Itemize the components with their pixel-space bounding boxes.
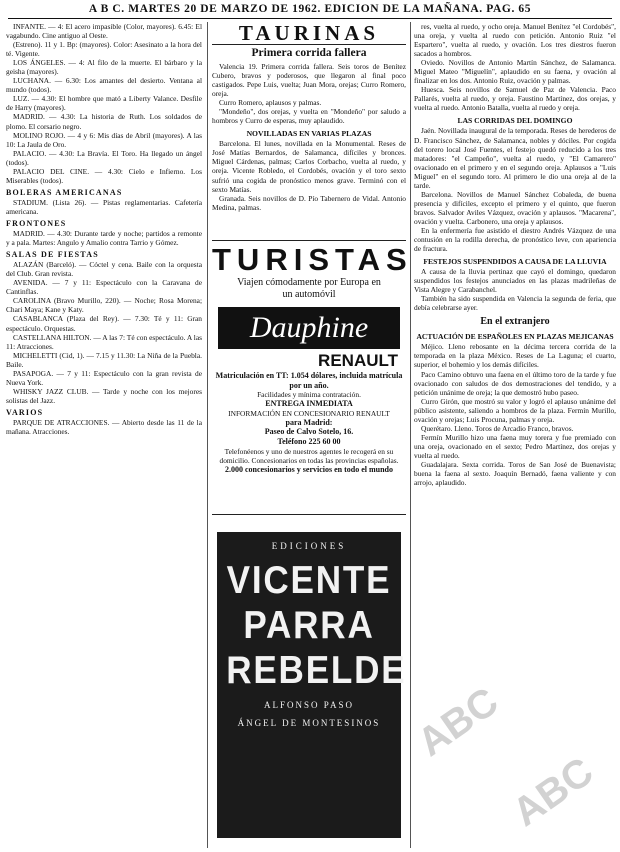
book-author: ALFONSO PASO xyxy=(264,700,354,710)
ad-phone: Teléfono 225 60 00 xyxy=(277,436,341,446)
article-paragraph: A causa de la lluvia pertinaz que cayó el domingo, quedaron suspendidos los festejos anunciados en las plazas madrileñas de Vista Alegre y Carabanchel. xyxy=(414,267,616,295)
article-paragraph: "Mondeño", dos orejas, y vuelta en "Mondeño" por saludo a hombros y Curro de esperas, muy aplaudido. xyxy=(212,107,406,126)
ad-line: ENTREGA INMEDIATA xyxy=(265,399,353,409)
listing-paragraph: STADIUM. (Lista 26). — Pistas reglamentarias. Cafetería americana. xyxy=(6,197,202,216)
article-paragraph: Barcelona. El lunes, novillada en la Monumental. Reses de José Matías Bernardos, de Salamanca, difíciles y bronces. Miguel Cárdenas, palmas; Carlos Corbacho, vuelta al ruedo, y oreja. Vicente Robledo, el Cordobés, ovación y el toro sexto sufrió una cogida de pronóstico menos grave. Terminó con el sexto Matías. xyxy=(212,139,406,194)
ad-line: un automóvil xyxy=(282,289,336,300)
listing-paragraph: CASTELLANA HILTON. — A las 7: Té con espectáculo. A las 11: Atracciones. xyxy=(6,332,202,351)
section-heading: FESTEJOS SUSPENDIDOS A CAUSA DE LA LLUVIA xyxy=(423,257,607,267)
listing-paragraph: (Estreno). 11 y 1. Bp: (mayores). Color: Asesinato a la hora del té. Vigente. xyxy=(6,40,202,59)
listing-paragraph: CASABLANCA (Plaza del Rey). — 7.30: Té y 11: Gran espectáculo. Orquestas. xyxy=(6,314,202,333)
section-title-taurinas: TAURINAS xyxy=(212,22,406,45)
listing-paragraph: PARQUE DE ATRACCIONES. — Abierto desde las 11 de la mañana. Atracciones. xyxy=(6,417,202,437)
section-heading: FRONTONES xyxy=(6,218,67,228)
article-paragraph: Querétaro. Lleno. Toros de Arcadio Franco, bravos. xyxy=(421,423,574,433)
ad-line: INFORMACIÓN EN CONCESIONARIO RENAULT xyxy=(228,408,390,418)
ad-line: Facilidades y mínima contratación. xyxy=(257,390,361,400)
book-title-line: PARRA xyxy=(243,604,375,647)
article-paragraph: Curro Romero, aplausos y palmas. xyxy=(219,98,322,108)
article-paragraph: Curro Girón, que mostró su valor y logró el aplauso unánime del público asistente, saliendo a hombros de la plaza. Fermín Murillo, ovación y orejas; Luis Procuna, palmas y oreja. xyxy=(414,396,616,424)
section-heading: ACTUACIÓN DE ESPAÑOLES EN PLAZAS MEJICANAS xyxy=(416,332,614,342)
book-publisher: ÁNGEL DE MONTESINOS xyxy=(237,718,381,728)
article-paragraph: Barcelona. Novillos de Manuel Sánchez Cobaleda, de buena presencia y difíciles, excepto el primero y el quinto, que fueron bravos. Salvador Aviles Vázquez, ovación y aplausos. "Macarena", ovación y vuelta. Carbonero, una oreja y aplausos. xyxy=(414,189,616,226)
listing-paragraph: CAROLINA (Bravo Murillo, 220). — Noche; Rosa Morena; Chari Maya; Kane y Katy. xyxy=(6,296,202,315)
article-paragraph: Méjico. Lleno rebosante en la décima tercera corrida de la temporada en la plaza México. Reses de La Laguna; el cuarto, superior, el bohemio y los demás difíciles. xyxy=(414,342,616,370)
column-divider xyxy=(207,22,208,848)
article-paragraph: En la enfermería fue asistido el diestro Andrés Vázquez de una contusión en la rodilla derecha, de pronóstico leve, con apariencia de fractura. xyxy=(414,225,616,254)
listing-paragraph: PASAPOGA. — 7 y 11: Espectáculo con la gran revista de Nueva York. xyxy=(6,368,202,387)
section-heading: LAS CORRIDAS DEL DOMINGO xyxy=(457,116,573,126)
book-advertisement xyxy=(217,532,407,838)
book-title-line: VICENTE xyxy=(226,559,392,602)
article-headline: Primera corrida fallera xyxy=(251,47,367,59)
section-heading: SALAS DE FIESTAS xyxy=(6,250,99,260)
listing-paragraph: LUCHANA. — 6.30: Los amantes del desierto. Ventana al mundo (todos). xyxy=(6,76,202,95)
listing-paragraph: AVENIDA. — 7 y 11: Espectáculo con la Caravana de Cantinflas. xyxy=(6,278,202,297)
article-paragraph: Valencia 19. Primera corrida fallera. Seis toros de Benítez Cubero, bravos y poderosos, que llegaron al final poco castigados. Pepe Luis, vuelta; Juan Mora, orejas; Curro Romero, oreja. xyxy=(212,62,406,99)
renault-advertisement xyxy=(212,240,413,515)
section-heading: VARIOS xyxy=(6,407,44,417)
ad-price: Matriculación en TT: 1.054 dólares, incluida matrícula por un año. xyxy=(215,371,403,390)
listing-paragraph: LUZ. — 4.30: El hombre que mató a Liberty Valance. Desfile de Harry (mayores). xyxy=(6,94,202,113)
article-paragraph: Granada. Seis novillos de D. Pío Tabernero de Vidal. Antonio Medina, palmas. xyxy=(212,193,406,212)
listing-paragraph: LOS ÁNGELES. — 4: Al filo de la muerte. El bárbaro y la geisha (mayores). xyxy=(6,58,202,77)
section-heading: NOVILLADAS EN VARIAS PLAZAS xyxy=(246,129,372,139)
article-paragraph: También ha sido suspendida en Valencia la segunda de feria, que debía celebrarse ayer. xyxy=(414,294,616,313)
dauphine-logo: Dauphine xyxy=(218,307,400,349)
book-title-line: REBELDE xyxy=(226,649,407,692)
article-paragraph: Guadalajara. Sexta corrida. Toros de San José de Buenavista; buena la faena al sexto. Joaquín Bernadó, faena valiente y con arrojo, aplaudido. xyxy=(414,459,616,488)
article-paragraph: Jaén. Novillada inaugural de la temporada. Reses de herederos de D. Francisco Sánchez, de Salamanca, nobles y dóciles. Por cogida del torero local José Fuentes, el festejo quedó reducido a los tres matadores: "el Campeño", vuelta al ruedo, y "El Camarero" ovacionado en el primero y en el segundo oreja. Aplausos a "Luis Miguel" en el segundo toro. Al primero le dio una oreja al de la tarde. xyxy=(414,126,616,190)
listing-paragraph: MADRID. — 4.30: Durante tarde y noche; partidos a remonte y a pala. Martes: Angulo y Amalio contra Tarrio y Gómez. xyxy=(6,229,202,248)
article-paragraph: Fermín Murillo hizo una faena muy torera y fue premiado con una oreja, ovacionado en el sexto; Pedro Martínez, dos orejas y vuelta al ruedo. xyxy=(414,432,616,460)
listing-paragraph: MICHELETTI (Cid, 1). — 7.15 y 11.30: La Niña de la Puebla. Baile. xyxy=(6,350,202,369)
watermark: ABC xyxy=(504,749,602,835)
listing-paragraph: ALAZÁN (Barceló). — Cóctel y cena. Baile con la orquesta del Club. Gran revista. xyxy=(6,260,202,279)
listing-paragraph: MADRID. — 4.30: La historia de Ruth. Los soldados de plomo. El corsario negro. xyxy=(6,112,202,131)
article-paragraph: res, vuelta al ruedo, y ocho oreja. Manuel Benítez "el Cordobés", una oreja, y vuelta al ruedo con petición. Antonio Ruiz "el Espartero", vuelta al ruedo, y ovación. Los tres diestros fueron sacados a hombros. xyxy=(414,22,616,59)
book-publisher-top: EDICIONES xyxy=(271,541,347,551)
listing-paragraph: WHISKY JAZZ CLUB. — Tarde y noche con los mejores solistas del Jazz. xyxy=(6,386,202,405)
ad-line: para Madrid: xyxy=(285,417,333,427)
listing-paragraph: INFANTE. — 4: El acero impasible (Color, mayores). 6.45: El vagabundo. Cine antiguo al Oeste. xyxy=(6,22,202,41)
page-header: A B C. MARTES 20 DE MARZO DE 1962. EDICION DE LA MAÑANA. PAG. 65 xyxy=(88,3,532,15)
listing-paragraph: MOLINO ROJO. — 4 y 6: Mis días de Abril (mayores). A las 10: La Jaula de Oro. xyxy=(6,130,202,149)
watermark: ABC xyxy=(409,679,507,765)
ad-line: Telefonéenos y uno de nuestros agentes le recogerá en su domicilio. Concesionarios en todas las provincias españolas. xyxy=(219,446,399,465)
column-divider xyxy=(410,22,411,848)
column-entertainment-listings xyxy=(6,22,202,842)
article-paragraph: Paco Camino obtuvo una faena en el último toro de la tarde y fue ovacionado con saludos de dos demostraciones del tendido, y a petición unánime de oreja; la que demostró hubo paseo. xyxy=(414,369,616,397)
section-title-abroad: En el extranjero xyxy=(480,316,550,328)
article-paragraph: Oviedo. Novillos de Antonio Martín Sánchez, de Salamanca. Miguel Mateo "Miguelín", aplaudido en su faena, y ovación al finalizar en los dos. Antonio Ruiz, ovación y palmas. xyxy=(414,58,616,86)
section-heading: BOLERAS AMERICANAS xyxy=(6,187,123,197)
column-bullfighting xyxy=(212,22,406,237)
article-paragraph: Huesca. Seis novillos de Samuel de Paz de Valencia. Paco Pallarés, vuelta al ruedo, y oreja. Faustino Martínez, dos orejas, y vuelta al ruedo. Antonio Batalla, vuelta al ruedo y oreja. xyxy=(414,85,616,113)
listing-paragraph: PALACIO. — 4.30: La Bravía. El Toro. Ha llegado un ángel (todos). xyxy=(6,148,202,167)
ad-line: Viajen cómodamente por Europa en xyxy=(237,277,381,288)
ad-address: Paseo de Calvo Sotelo, 16. xyxy=(264,427,354,437)
renault-logo: RENAULT xyxy=(318,351,398,370)
ad-line: 2.000 concesionarios y servicios en todo el mundo xyxy=(225,464,393,474)
ad-headline: TURISTAS xyxy=(212,242,413,277)
listing-paragraph: PALACIO DEL CINE. — 4.30: Cielo e Infierno. Los Miserables (todos). xyxy=(6,166,202,185)
header-rule xyxy=(8,18,612,19)
